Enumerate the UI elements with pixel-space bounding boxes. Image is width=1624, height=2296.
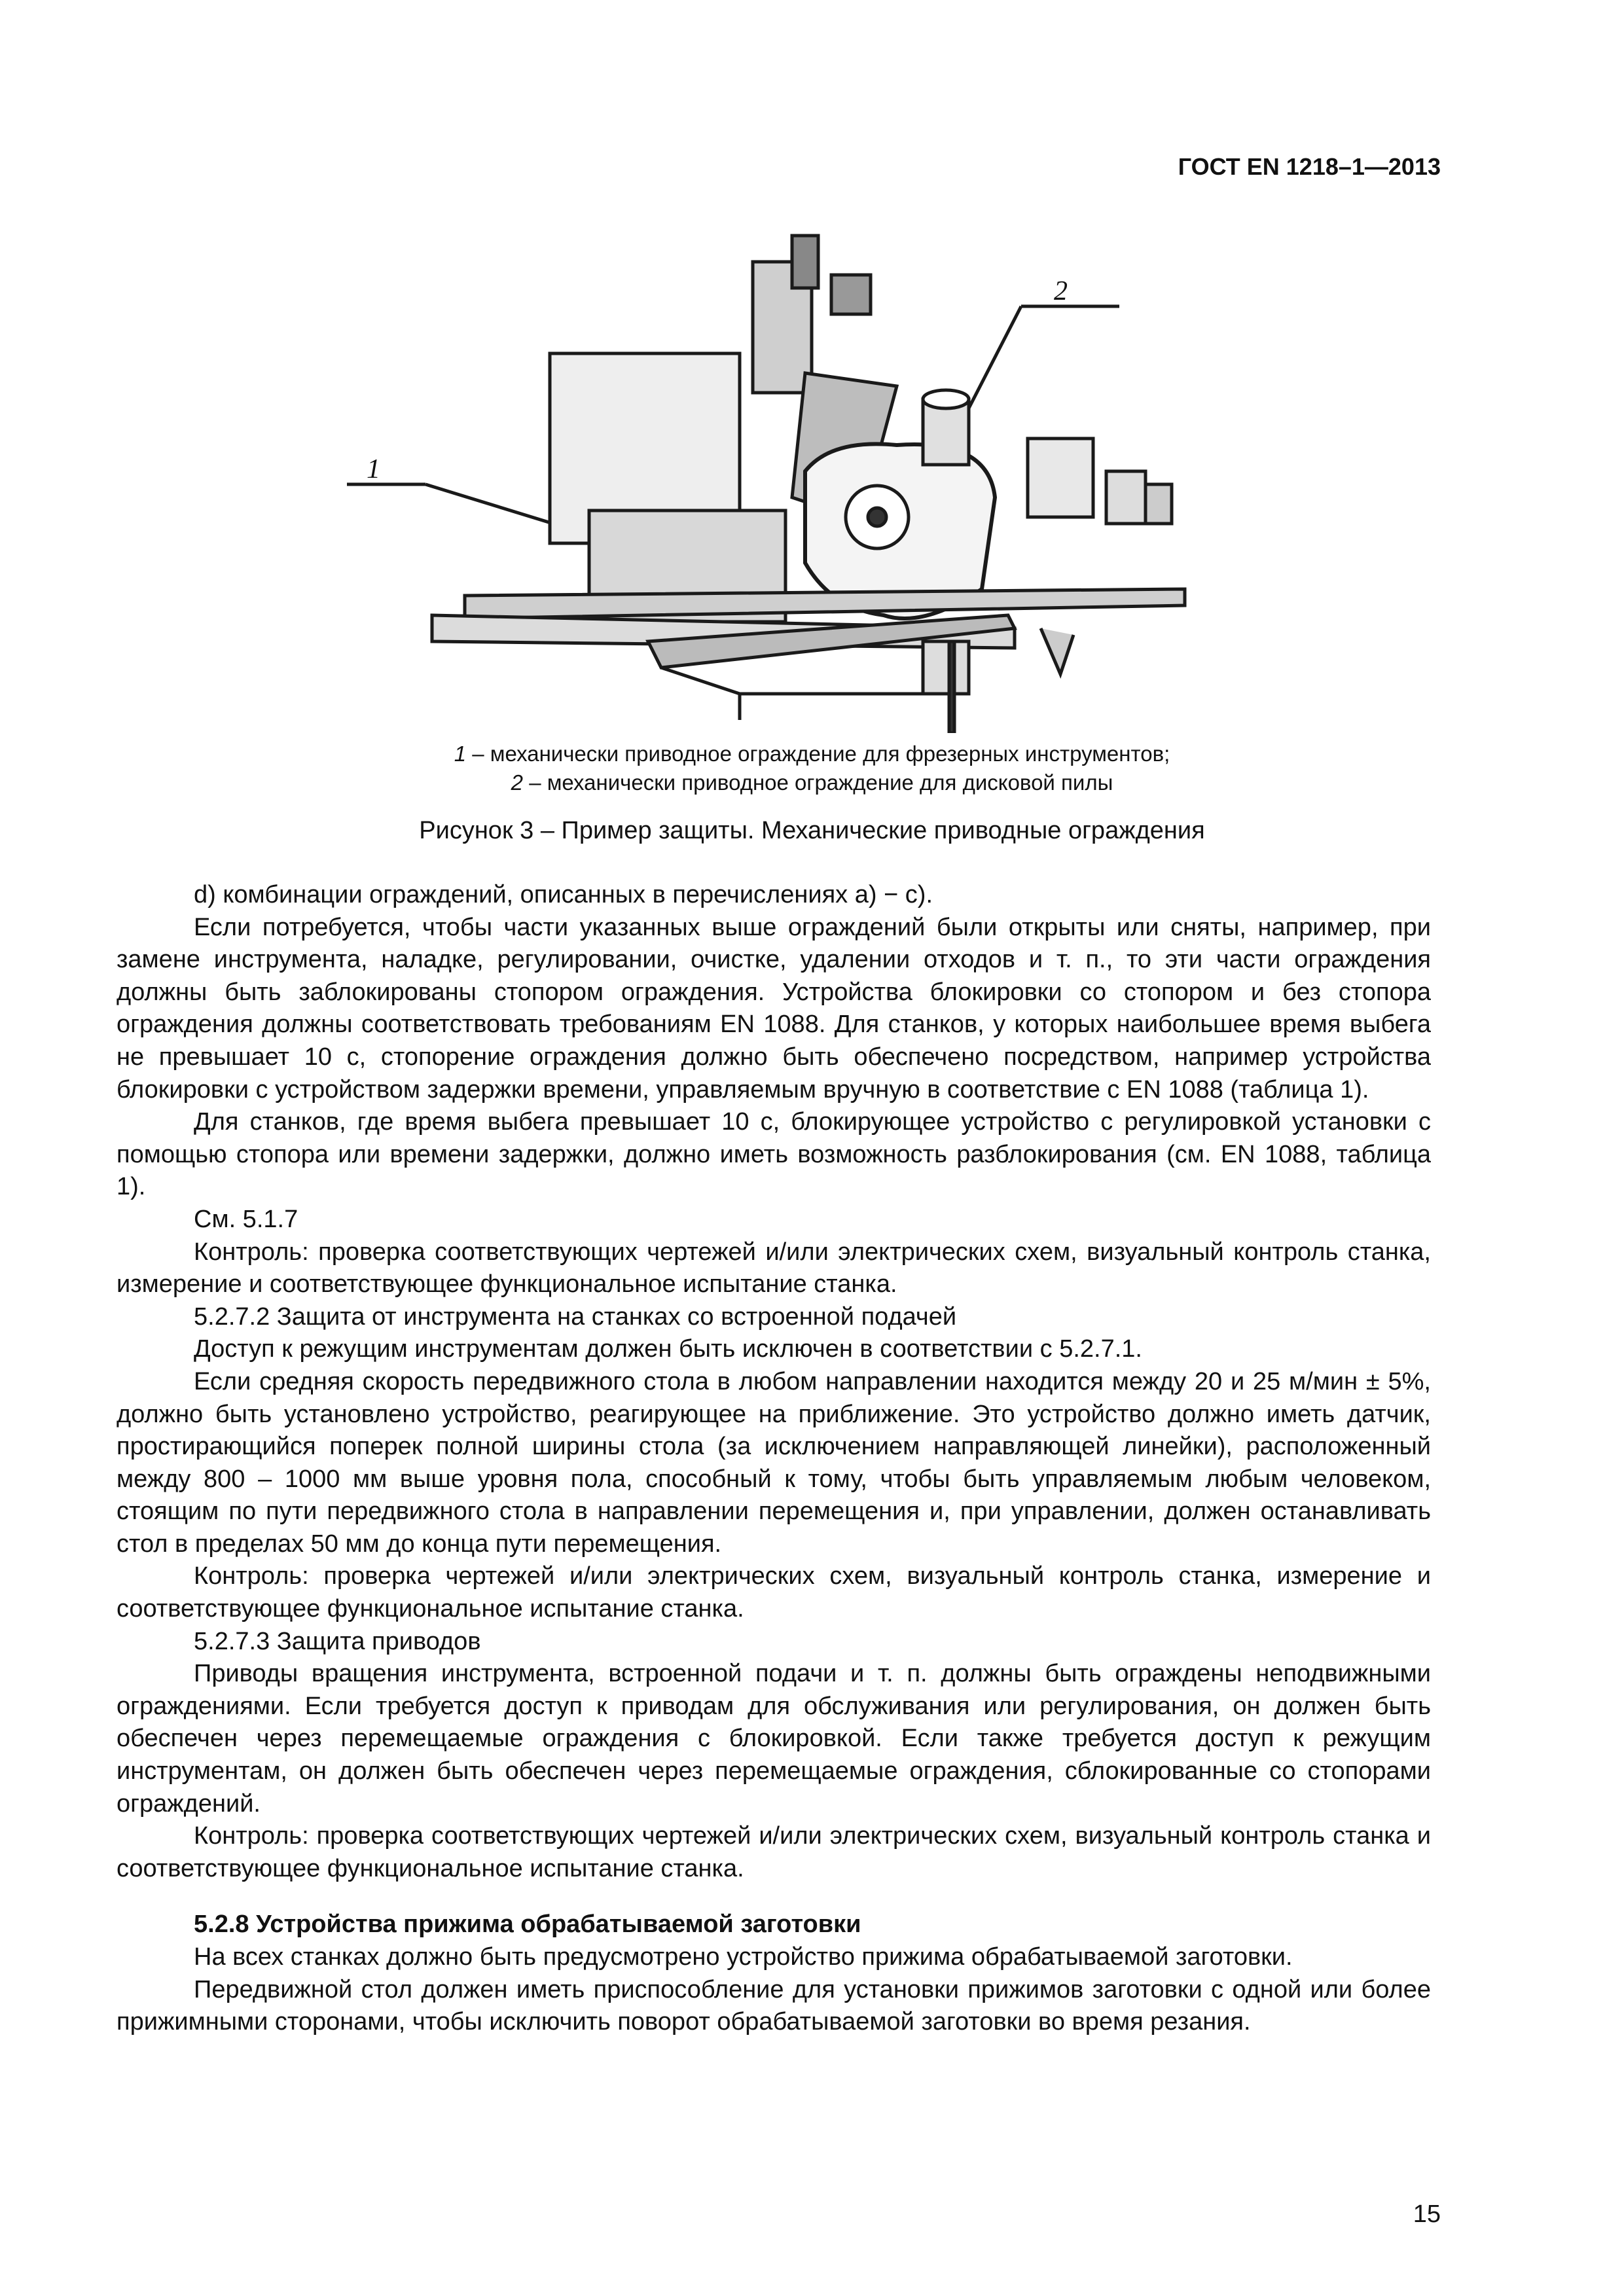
legend-line-2: 2 – механически приводное ограждение для дисковой пилы <box>511 770 1113 795</box>
paragraph: Контроль: проверка чертежей и/или электрических схем, визуальный контроль станка, измерение и соответствующее функциональное испытание станка. <box>117 1562 1431 1623</box>
paragraph: Передвижной стол должен иметь приспособление для установки прижимов заготовки с одной или более прижимными сторонами, чтобы исключить поворот обрабатываемой заготовки во время резания. <box>117 1975 1431 2036</box>
callout-2: 2 <box>1054 276 1068 306</box>
callout-1: 1 <box>367 454 380 484</box>
figure-title: Рисунок 3 – Пример защиты. Механические приводные ограждения <box>419 817 1205 844</box>
paragraph: d) комбинации ограждений, описанных в перечислениях a) − c). <box>194 881 933 908</box>
paragraph: 5.2.7.3 Защита приводов <box>194 1627 481 1655</box>
page-number: 15 <box>1413 2200 1441 2228</box>
paragraph: Контроль: проверка соответствующих чертежей и/или электрических схем, визуальный контроль станка и соответствующее функциональное испытание станка. <box>117 1822 1431 1882</box>
body-text <box>117 879 1431 2039</box>
paragraph: Если потребуется, чтобы части указанных выше ограждений были открыты или сняты, например, при замене инструмента, наладке, регулировании, очистке, удалении отходов и т. п., то эти части ограждения должны быть заблокированы стопором ограждения. Устройства блокировки со стопором и без стопора ограждения должны соответствовать требованиям EN 1088. Для станков, у которых наибольшее время выбега не превышает 10 с, стопорение ограждения должно быть обеспечено посредством, например устройства блокировки с устройством задержки времени, управляемым вручную в соответствие с EN 1088 (таблица 1). <box>117 913 1431 1103</box>
section-heading: 5.2.8 Устройства прижима обрабатываемой заготовки <box>194 1910 861 1939</box>
paragraph: На всех станках должно быть предусмотрено устройство прижима обрабатываемой заготовки. <box>194 1943 1293 1971</box>
paragraph: Если средняя скорость передвижного стола в любом направлении находится между 20 и 25 м/мин ± 5%, должно быть установлено устройство, реагирующее на приближение. Это устройство должно иметь датчик, простирающийся поперек полной ширины стола (за исключением направляющей линейки), расположенный между 800 – 1000 мм выше уровня пола, способный к тому, чтобы быть управляемым любым человеком, стоящим по пути передвижного стола в направлении перемещения и, при управлении, должен останавливать стол в пределах 50 мм до конца пути перемещения. <box>117 1367 1431 1558</box>
paragraph: 5.2.7.2 Защита от инструмента на станках со встроенной подачей <box>194 1302 957 1331</box>
paragraph: См. 5.1.7 <box>194 1205 298 1233</box>
paragraph: Доступ к режущим инструментам должен быть исключен в соответствии с 5.2.7.1. <box>194 1335 1142 1363</box>
paragraph: Для станков, где время выбега превышает 10 с, блокирующее устройство с регулировкой установки с помощью стопора или времени задержки, должно иметь возможность разблокирования (см. EN 1088, таблица 1). <box>117 1108 1431 1201</box>
paragraph: Контроль: проверка соответствующих чертежей и/или электрических схем, визуальный контроль станка, измерение и соответствующее функциональное испытание станка. <box>117 1238 1431 1299</box>
machine-figure <box>334 223 1198 733</box>
document-code: ГОСТ EN 1218–1—2013 <box>1178 153 1441 180</box>
paragraph: Приводы вращения инструмента, встроенной подачи и т. п. должны быть ограждены неподвижными ограждениями. Если требуется доступ к приводам для обслуживания или регулирования, он должен быть обеспечен через перемещаемые ограждения с блокировкой. Если также требуется доступ к режущим инструментам, он должен быть обеспечен через перемещаемые ограждения, сблокированные со стопорами ограждений. <box>117 1660 1431 1818</box>
figure-legend <box>0 740 1624 797</box>
legend-line-1: 1 – механически приводное ограждение для фрезерных инструментов; <box>454 742 1170 766</box>
